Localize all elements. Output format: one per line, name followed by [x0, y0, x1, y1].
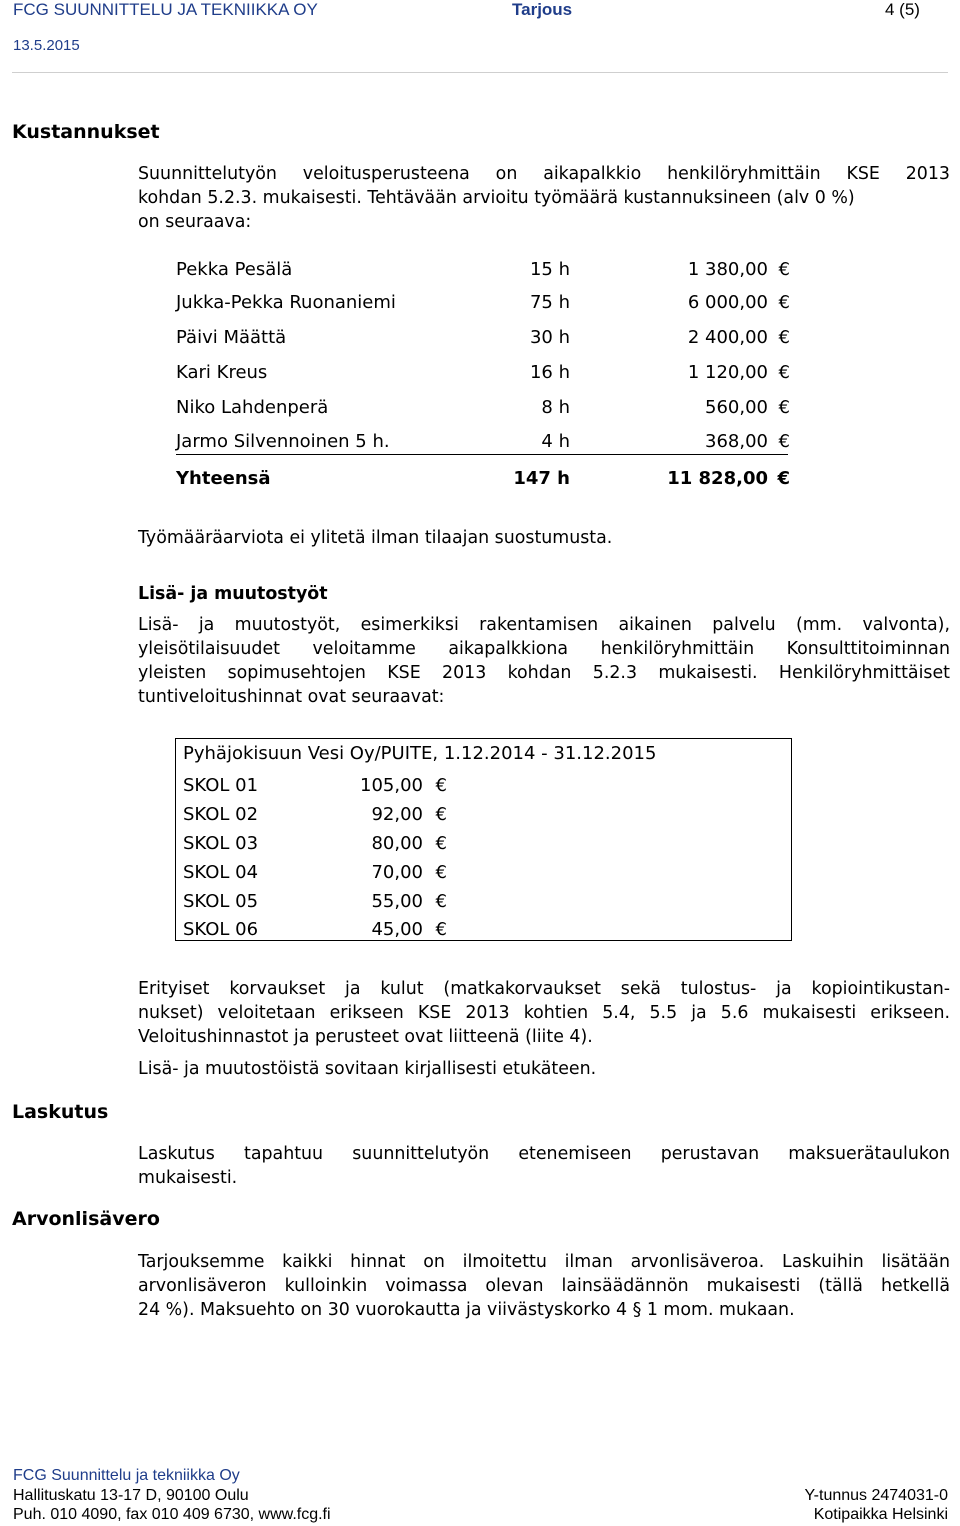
- special-line3: Veloitushinnastot ja perusteet ovat liitteenä (liite 4).: [138, 1027, 593, 1047]
- footer-business-id: Y-tunnus 2474031-0: [804, 1487, 948, 1504]
- rate-price: 45,00: [371, 919, 423, 940]
- cost-hours: 15 h: [529, 259, 570, 280]
- extra-agreement: Lisä- ja muutostöistä sovitaan kirjallisesti etukäteen.: [138, 1059, 597, 1079]
- rate-row: [183, 862, 483, 891]
- cost-row: [176, 431, 796, 461]
- cost-name: Kari Kreus: [176, 362, 268, 383]
- cost-name: Jukka-Pekka Ruonaniemi: [176, 292, 396, 313]
- billing-line2: mukaisesti.: [138, 1168, 238, 1188]
- cost-name: Jarmo Silvennoinen 5 h.: [176, 431, 390, 452]
- rate-code: SKOL 03: [183, 833, 259, 854]
- cost-name: Pekka Pesälä: [176, 259, 293, 280]
- cost-total-row: [176, 468, 796, 498]
- cost-amount: 560,00: [705, 397, 768, 418]
- rate-price: 80,00: [371, 833, 423, 854]
- euro-icon: €: [435, 862, 447, 883]
- rate-code: SKOL 04: [183, 862, 259, 883]
- costs-heading: Kustannukset: [12, 121, 160, 143]
- cost-amount: 2 400,00: [687, 327, 768, 348]
- euro-icon: €: [778, 397, 790, 418]
- cost-row: [176, 362, 796, 392]
- footer-contact: Puh. 010 4090, fax 010 409 6730, www.fcg.fi: [13, 1506, 331, 1523]
- extra-paragraph: [138, 613, 950, 709]
- special-line1: Erityiset korvaukset ja kulut (matkakorvaukset sekä tulostus- ja kopiointikustan-: [138, 979, 950, 999]
- euro-icon: €: [778, 259, 790, 280]
- rate-code: SKOL 05: [183, 891, 259, 912]
- rate-code: SKOL 02: [183, 804, 259, 825]
- rate-table-title: Pyhäjokisuun Vesi Oy/PUITE, 1.12.2014 - 31.12.2015: [183, 743, 657, 764]
- cost-row: [176, 292, 796, 322]
- vat-line2: arvonlisäveron kulloinkin voimassa olevan lainsäädännön mukaisesti (tällä hetkellä: [138, 1276, 950, 1296]
- rate-price: 92,00: [371, 804, 423, 825]
- euro-icon: €: [435, 775, 447, 796]
- billing-heading: Laskutus: [12, 1101, 109, 1123]
- special-line2: nukset) veloitetaan erikseen KSE 2013 kohtien 5.4, 5.5 ja 5.6 mukaisesti erikseen.: [138, 1003, 950, 1023]
- euro-icon: €: [778, 362, 790, 383]
- extra-line1: Lisä- ja muutostyöt, esimerkiksi rakentamisen aikainen palvelu (mm. valvonta),: [138, 615, 950, 635]
- rate-table: [175, 738, 792, 941]
- rate-price: 70,00: [371, 862, 423, 883]
- vat-paragraph: [138, 1250, 950, 1322]
- cost-row: [176, 327, 796, 357]
- cost-hours: 8 h: [541, 397, 570, 418]
- cost-name: Päivi Määttä: [176, 327, 287, 348]
- euro-icon: €: [778, 431, 790, 452]
- cost-row: [176, 397, 796, 427]
- cost-row: [176, 259, 796, 289]
- euro-icon: €: [778, 327, 790, 348]
- footer-domicile: Kotipaikka Helsinki: [813, 1506, 948, 1523]
- vat-line3: 24 %). Maksuehto on 30 vuorokautta ja viivästyskorko 4 § 1 mom. mukaan.: [138, 1300, 795, 1320]
- cost-hours: 4 h: [541, 431, 570, 452]
- cost-amount: 1 380,00: [687, 259, 768, 280]
- cost-total-hours: 147 h: [513, 468, 570, 489]
- header-date: 13.5.2015: [13, 37, 80, 54]
- rate-row: [183, 891, 483, 920]
- header-page-number: 4 (5): [885, 0, 920, 19]
- euro-icon: €: [777, 468, 790, 489]
- euro-icon: €: [435, 919, 447, 940]
- extra-line2: yleisötilaisuudet veloitamme aikapalkkiona henkilöryhmittäin Konsulttitoiminnan: [138, 639, 950, 659]
- billing-line1: Laskutus tapahtuu suunnittelutyön etenemiseen perustavan maksuerätaulukon: [138, 1144, 950, 1164]
- euro-icon: €: [435, 891, 447, 912]
- rate-row: [183, 919, 483, 948]
- header-divider: [12, 72, 948, 73]
- euro-icon: €: [435, 804, 447, 825]
- vat-heading: Arvonlisävero: [12, 1208, 160, 1230]
- rate-price: 105,00: [360, 775, 423, 796]
- rate-price: 55,00: [371, 891, 423, 912]
- cost-total-label: Yhteensä: [176, 468, 271, 489]
- cost-total-amount: 11 828,00: [667, 468, 768, 489]
- extra-heading: Lisä- ja muutostyöt: [138, 584, 328, 604]
- rate-row: [183, 775, 483, 804]
- rate-code: SKOL 01: [183, 775, 259, 796]
- extra-line3: yleisten sopimusehtojen KSE 2013 kohdan 5.2.3 mukaisesti. Henkilöryhmittäiset: [138, 663, 950, 683]
- cost-amount: 6 000,00: [687, 292, 768, 313]
- header-company: FCG SUUNNITTELU JA TEKNIIKKA OY: [13, 0, 318, 19]
- special-costs-paragraph: [138, 977, 950, 1049]
- cost-hours: 75 h: [529, 292, 570, 313]
- costs-intro: [138, 162, 950, 234]
- cost-amount: 1 120,00: [687, 362, 768, 383]
- vat-line1: Tarjouksemme kaikki hinnat on ilmoitettu ilman arvonlisäveroa. Laskuihin lisätään: [138, 1252, 950, 1272]
- extra-line4: tuntiveloitushinnat ovat seuraavat:: [138, 687, 445, 707]
- cost-total-divider: [176, 454, 788, 455]
- cost-hours: 16 h: [529, 362, 570, 383]
- rate-row: [183, 833, 483, 862]
- header-doc-type: Tarjous: [512, 0, 573, 19]
- rate-code: SKOL 06: [183, 919, 259, 940]
- billing-paragraph: [138, 1142, 950, 1190]
- euro-icon: €: [778, 292, 790, 313]
- costs-note: Työmääräarviota ei ylitetä ilman tilaajan suostumusta.: [138, 528, 613, 548]
- cost-amount: 368,00: [705, 431, 768, 452]
- euro-icon: €: [435, 833, 447, 854]
- costs-intro-line2: kohdan 5.2.3. mukaisesti. Tehtävään arvioitu työmäärä kustannuksineen (alv 0 %): [138, 188, 855, 208]
- costs-intro-line1: Suunnittelutyön veloitusperusteena on aikapalkkio henkilöryhmittäin KSE 2013: [138, 164, 950, 184]
- costs-intro-line3: on seuraava:: [138, 212, 252, 232]
- footer-company: FCG Suunnittelu ja tekniikka Oy: [13, 1467, 240, 1484]
- cost-name: Niko Lahdenperä: [176, 397, 329, 418]
- rate-row: [183, 804, 483, 833]
- footer-address: Hallituskatu 13-17 D, 90100 Oulu: [13, 1487, 249, 1504]
- cost-hours: 30 h: [529, 327, 570, 348]
